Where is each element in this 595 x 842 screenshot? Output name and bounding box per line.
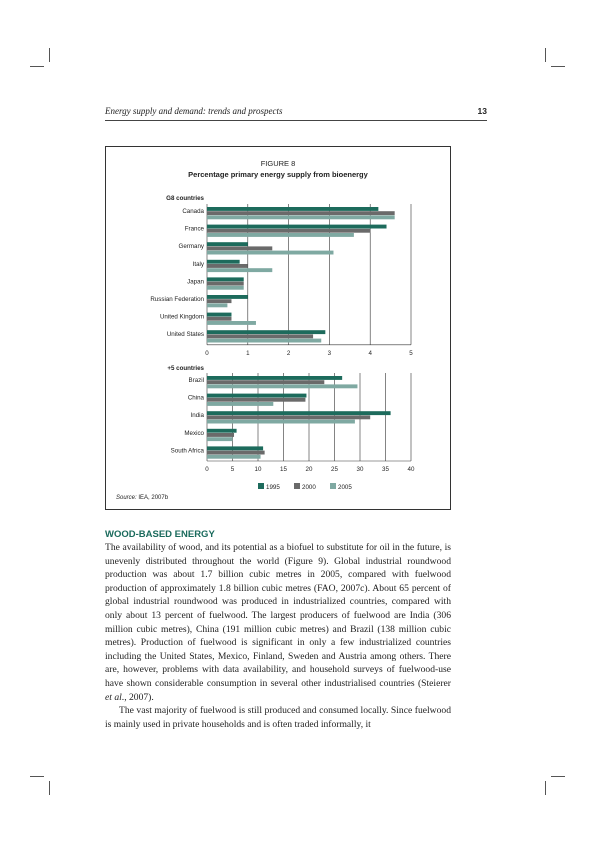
bar-2005: [207, 321, 256, 325]
bar-2000: [207, 246, 272, 250]
crop-mark: [49, 781, 50, 795]
bar-2005: [207, 233, 354, 237]
x-tick-label: 20: [305, 466, 313, 473]
x-tick-label: 25: [331, 466, 338, 473]
figure-8: [105, 146, 451, 510]
bar-2005: [207, 339, 321, 343]
legend-swatch-2000: [294, 483, 300, 489]
bar-2000: [207, 451, 265, 455]
category-label: United States: [166, 331, 204, 339]
figure-source: [116, 495, 168, 501]
legend-swatch-2005: [330, 483, 336, 489]
x-tick-label: 0: [205, 466, 209, 473]
crop-mark: [545, 781, 546, 795]
category-label: Brazil: [188, 377, 204, 384]
x-tick-label: 0: [205, 349, 209, 357]
category-label: Japan: [187, 278, 204, 286]
bioenergy-chart: [106, 147, 450, 509]
bar-2005: [207, 455, 261, 459]
bar-1995: [207, 376, 342, 380]
x-tick-label: 5: [230, 466, 235, 473]
bar-1995: [207, 260, 240, 264]
bar-2005: [207, 251, 333, 255]
crop-mark: [30, 66, 44, 67]
bar-2000: [207, 229, 370, 233]
bar-2005: [207, 303, 227, 307]
bar-2000: [207, 282, 244, 286]
crop-mark: [30, 776, 44, 777]
figure-label: FIGURE 8: [260, 159, 296, 168]
bar-2005: [207, 286, 244, 290]
x-tick-label: 3: [327, 349, 332, 357]
bar-2005: [207, 437, 233, 441]
bar-1995: [207, 207, 378, 211]
bar-2005: [207, 268, 272, 272]
group-label: +5 countries: [167, 365, 204, 372]
category-label: South Africa: [170, 447, 204, 455]
bar-1995: [207, 446, 263, 450]
bar-1995: [207, 277, 244, 281]
bar-2000: [207, 264, 248, 268]
paragraph-1-end: ., 2007).: [121, 691, 154, 703]
bar-2000: [207, 317, 231, 321]
legend-label: 1995: [266, 484, 280, 491]
bar-1995: [207, 411, 391, 415]
legend-label: 2005: [338, 484, 352, 491]
bar-1995: [207, 313, 231, 317]
legend-swatch-1995: [258, 483, 264, 489]
bar-1995: [207, 330, 325, 334]
category-label: Mexico: [184, 429, 204, 437]
crop-mark: [551, 776, 565, 777]
paragraph-1-etal: et al: [105, 691, 122, 703]
bar-2000: [207, 334, 313, 338]
bar-1995: [207, 429, 237, 433]
bar-1995: [207, 394, 306, 398]
x-tick-label: 2: [286, 349, 291, 357]
x-tick-label: 40: [407, 466, 415, 473]
figure-title: Percentage primary energy supply from bioenergy: [188, 170, 368, 179]
x-tick-label: 30: [356, 466, 364, 473]
bar-2005: [207, 420, 355, 424]
section-heading: WOOD-BASED ENERGY: [105, 529, 215, 540]
category-label: Germany: [178, 243, 204, 251]
bar-2005: [207, 402, 273, 406]
x-tick-label: 4: [368, 349, 372, 357]
bar-2005: [207, 384, 357, 388]
paragraph-1: [105, 541, 451, 704]
crop-mark: [49, 48, 50, 62]
bar-2000: [207, 398, 305, 402]
header-rule: [105, 120, 487, 121]
group-label: G8 countries: [166, 195, 204, 202]
paragraph-1-text: The availability of wood, and its potential as a biofuel to substitute for oil in the future, is unevenly distributed throughout the world (Figure 9). Global industrial roundwood production was about 1.7 billion cubic metres in 2005, compared with fuelwood production of approximately 1.8 billion cubic metres (FAO, 2007c). About 65 percent of global industrial roundwood was produced in industrialized countries, compared with only about 13 percent of fuelwood. The largest producers of fuelwood are India (306 million cubic metres), China (191 million cubic metres) and Brazil (138 million cubic metres). Production of fuelwood is significant in only a few industrialized countries including the United States, Mexico, Finland, Sweden and Austria among others. There are, however, problems with data availability, and household surveys of fuelwood-use have shown considerable consumption in several other industrialised countries (Steierer: [105, 542, 451, 689]
paragraph-2: The vast majority of fuelwood is still produced and consumed locally. Since fuelwood is mainly used in private households and is often traded informally, it: [105, 705, 451, 730]
bar-1995: [207, 225, 387, 229]
bar-1995: [207, 242, 248, 246]
source-label: Source:: [116, 495, 137, 501]
category-label: United Kingdom: [159, 313, 204, 321]
bar-2005: [207, 215, 395, 219]
bar-2000: [207, 380, 324, 384]
category-label: Italy: [192, 260, 204, 268]
x-tick-label: 15: [280, 466, 287, 473]
bar-2000: [207, 415, 370, 419]
crop-mark: [551, 66, 565, 67]
bar-2000: [207, 433, 234, 437]
x-tick-label: 35: [382, 466, 389, 473]
x-tick-label: 1: [246, 349, 250, 357]
category-label: Canada: [182, 208, 204, 215]
body-text: [105, 541, 451, 731]
category-label: India: [190, 412, 204, 420]
bar-2000: [207, 211, 395, 215]
running-header: [105, 106, 487, 120]
source-text: IEA, 2007b: [136, 495, 169, 501]
bar-2000: [207, 299, 231, 303]
category-label: Russian Federation: [150, 296, 204, 303]
legend-label: 2000: [302, 484, 316, 491]
x-tick-label: 10: [254, 466, 262, 473]
x-tick-label: 5: [409, 349, 413, 357]
category-label: France: [184, 225, 204, 233]
category-label: China: [187, 394, 204, 402]
running-title: Energy supply and demand: trends and prospects: [105, 106, 283, 116]
crop-mark: [545, 48, 546, 62]
bar-1995: [207, 295, 248, 299]
page-number: 13: [477, 106, 487, 116]
